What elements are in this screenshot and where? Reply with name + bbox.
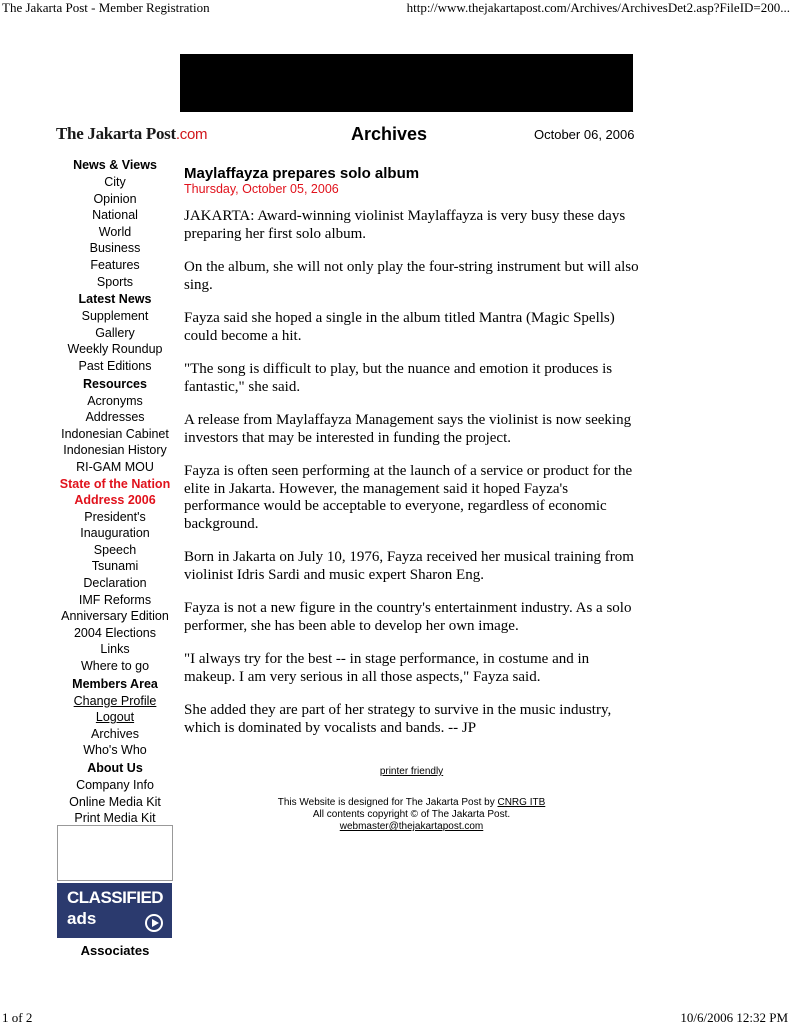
sidebar-item-2004-elections[interactable]: 2004 Elections <box>73 625 156 640</box>
play-icon <box>145 914 163 932</box>
footer-line-designed <box>184 797 639 809</box>
sidebar-item-city[interactable]: City <box>104 175 126 189</box>
associates-label: Associates <box>80 943 150 958</box>
article-paragraph: JAKARTA: Award-winning violinist Maylaffayza is very busy these days preparing her first solo album. <box>184 208 626 242</box>
footer-designed-text: This Website is designed for The Jakarta Post by <box>277 797 498 808</box>
article-date: Thursday, October 05, 2006 <box>184 182 339 196</box>
article-paragraph: Fayza is not a new figure in the country's entertainment industry. As a solo performer, she has been able to develop her own image. <box>184 600 632 634</box>
sidebar-item-indonesian-history[interactable]: Indonesian History <box>63 443 167 458</box>
footer-cnrg-link[interactable]: CNRG ITB <box>497 797 546 808</box>
current-date: October 06, 2006 <box>534 127 635 142</box>
site-logo[interactable] <box>56 124 207 144</box>
sidebar-header-members-area: Members Area <box>72 676 158 691</box>
classified-line2: ads <box>67 909 97 928</box>
sidebar-item-ri-gam-mou[interactable]: RI-GAM MOU <box>76 459 154 474</box>
article-paragraph: "I always try for the best -- in stage performance, in costume and in makeup. I am very serious in all those aspects," Fayza said. <box>184 651 590 685</box>
sidebar-item-features[interactable]: Features <box>90 257 140 272</box>
footer-email-link[interactable]: webmaster@thejakartapost.com <box>339 821 484 832</box>
article-paragraph: On the album, she will not only play the four-string instrument but will also sing. <box>184 259 639 293</box>
sidebar-item-online-media-kit[interactable]: Online Media Kit <box>69 794 161 809</box>
article-paragraph: "The song is difficult to play, but the nuance and emotion it produces is fantastic," she said. <box>184 361 613 395</box>
sidebar-item-national[interactable]: National <box>92 208 138 223</box>
article-paragraph: Born in Jakarta on July 10, 1976, Fayza received her musical training from violinist Idris Sardi and music expert Sharon Eng. <box>184 549 634 583</box>
footer-copyright: All contents copyright © of The Jakarta Post. <box>312 809 511 820</box>
sidebar-header-about-us: About Us <box>87 761 143 775</box>
sidebar-item-opinion[interactable]: Opinion <box>93 191 137 206</box>
sidebar-item-company-info[interactable]: Company Info <box>76 778 154 792</box>
sidebar-item-anniversary-edition[interactable]: Anniversary Edition <box>61 609 169 624</box>
sidebar-item-imf-reforms[interactable]: IMF Reforms <box>78 592 152 607</box>
sidebar-item-where-to-go[interactable]: Where to go <box>80 659 150 674</box>
sidebar-item-acronyms[interactable]: Acronyms <box>87 393 143 408</box>
sidebar-item-addresses[interactable]: Addresses <box>85 410 145 425</box>
article-paragraph: A release from Maylaffayza Management says the violinist is now seeking investors that may be interested in funding the project. <box>184 412 632 446</box>
sidebar-item-gallery[interactable]: Gallery <box>95 325 135 340</box>
article-body <box>184 208 639 737</box>
logo-text: The Jakarta Post <box>56 124 176 143</box>
sidebar-item-tsunami[interactable]: Tsunami <box>91 559 139 574</box>
sidebar-item-archives[interactable]: Archives <box>91 726 139 741</box>
sidebar-header-resources: Resources <box>83 376 147 391</box>
print-footer-page: 1 of 2 <box>2 1010 33 1025</box>
section-title: Archives <box>351 124 428 144</box>
sidebar-header-latest-news: Latest News <box>78 292 152 307</box>
logo-suffix: .com <box>175 126 208 143</box>
site-footer <box>184 797 639 833</box>
sidebar-header-news-views: News & Views <box>73 158 157 172</box>
sidebar-item-supplement[interactable]: Supplement <box>81 309 149 324</box>
classified-line1: CLASSIFIED <box>67 888 164 907</box>
article-paragraph: She added they are part of her strategy to survive in the music industry, which is dominated by vocalists and bands. -- JP <box>184 702 612 736</box>
print-header-url: http://www.thejakartapost.com/Archives/ArchivesDet2.asp?FileID=200... <box>406 0 790 15</box>
banner-ad[interactable] <box>180 54 633 112</box>
sidebar-item-logout[interactable]: Logout <box>95 710 135 725</box>
sidebar-item-change-profile[interactable]: Change Profile <box>73 693 157 708</box>
sidebar-item-business[interactable]: Business <box>89 241 141 256</box>
sidebar-item-state-of-nation[interactable]: State of the Nation <box>59 476 171 491</box>
sidebar-item-links[interactable]: Links <box>100 642 130 657</box>
sidebar-item-inauguration[interactable]: Inauguration <box>80 526 150 541</box>
sidebar-item-world[interactable]: World <box>98 224 132 239</box>
sidebar-item-state-of-nation-address[interactable]: Address 2006 <box>74 493 156 508</box>
sidebar-item-sports[interactable]: Sports <box>96 274 134 289</box>
sidebar-item-presidents[interactable]: President's <box>84 509 146 524</box>
sidebar-item-declaration[interactable]: Declaration <box>83 576 147 591</box>
print-header-title: The Jakarta Post - Member Registration <box>2 0 210 15</box>
classified-ads-banner[interactable] <box>57 883 172 938</box>
article-paragraph: Fayza is often seen performing at the launch of a service or product for the elite in Jakarta. However, the management said it hoped Fayza's performance would be acceptable to everyone, regardless of economic background. <box>184 463 633 532</box>
sidebar-item-past-editions[interactable]: Past Editions <box>78 358 152 373</box>
sidebar-item-print-media-kit[interactable]: Print Media Kit <box>74 811 156 826</box>
sidebar-item-weekly-roundup[interactable]: Weekly Roundup <box>67 342 163 357</box>
sidebar-item-indonesian-cabinet[interactable]: Indonesian Cabinet <box>61 426 169 441</box>
sidebar-nav <box>56 156 174 827</box>
sidebar-item-whos-who[interactable]: Who's Who <box>83 743 147 758</box>
sidebar-item-speech[interactable]: Speech <box>93 542 137 557</box>
article-headline: Maylaffayza prepares solo album <box>184 165 420 182</box>
article-paragraph: Fayza said she hoped a single in the album titled Mantra (Magic Spells) could become a hit. <box>184 310 615 344</box>
sidebar-ad-box[interactable] <box>57 825 173 881</box>
printer-friendly-link[interactable]: printer friendly <box>379 766 444 777</box>
article <box>184 165 639 753</box>
print-footer-datetime: 10/6/2006 12:32 PM <box>680 1010 788 1025</box>
